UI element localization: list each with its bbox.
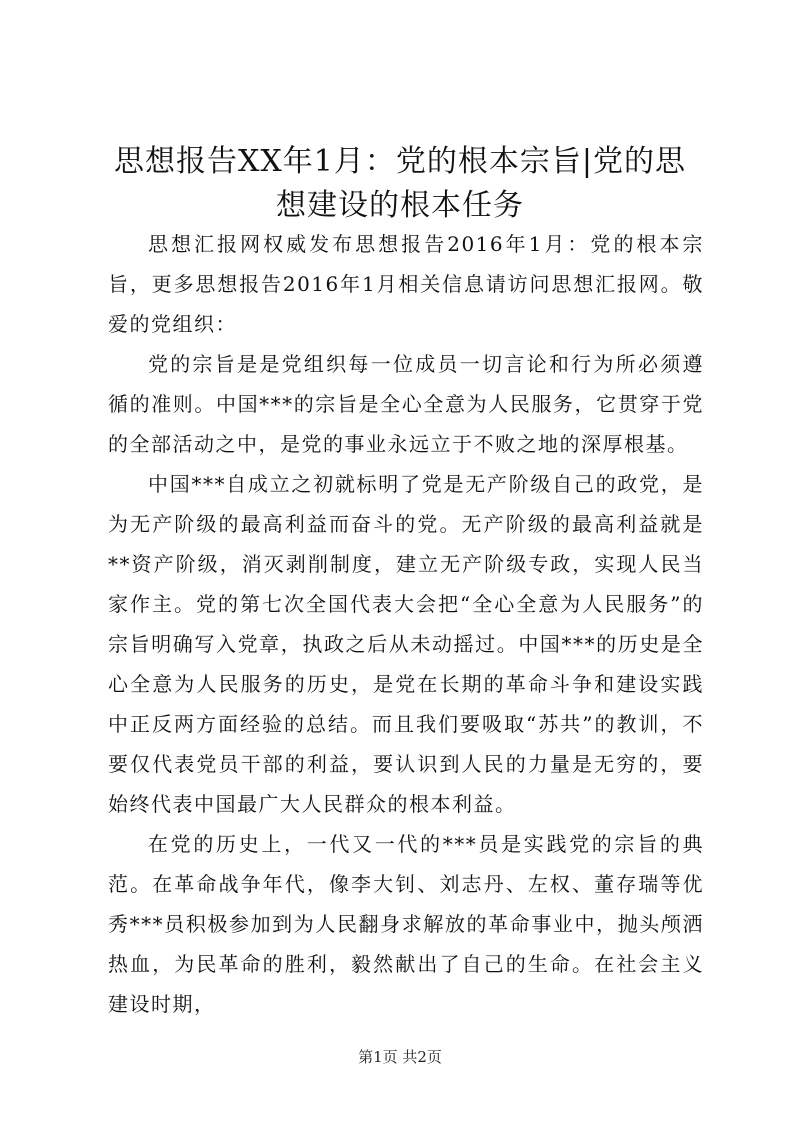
paragraph-intro: 思想汇报网权威发布思想报告2016年1月：党的根本宗旨，更多思想报告2016年1月相关信息请访问思想汇报网。敬爱的党组织：	[108, 232, 704, 336]
page-footer: 第1页 共2页	[358, 1048, 442, 1066]
paragraph-party-history: 中国***自成立之初就标明了党是无产阶级自己的政党，是为无产阶级的最高利益而奋斗的党。无产阶级的最高利益就是**资产阶级，消灭剥削制度，建立无产阶级专政，实现人民当家作主。党的第七次全国代表大会把“全心全意为人民服务”的宗旨明确写入党章，执政之后从未动摇过。中国***的历史是全心全意为人民服务的历史，是党在长期的革命斗争和建设实践中正反两方面经验的总结。而且我们要吸取“苏共”的教训，不要仅代表党员干部的利益，要认识到人民的力量是无穷的，要始终代表中国最广大人民群众的根本利益。	[108, 472, 704, 816]
document-body	[108, 224, 704, 1024]
document-title: 思想报告XX年1月：党的根本宗旨|党的思想建设的根本任务	[114, 144, 686, 223]
paragraph-exemplars: 在党的历史上，一代又一代的***员是实践党的宗旨的典范。在革命战争年代，像李大钊、刘志丹、左权、董存瑞等优秀***员积极参加到为人民翻身求解放的革命事业中，抛头颅洒热血，为民革命的胜利，毅然献出了自己的生命。在社会主义建设时期，	[108, 832, 704, 1016]
paragraph-party-purpose: 党的宗旨是是党组织每一位成员一切言论和行为所必须遵循的准则。中国***的宗旨是全心全意为人民服务，它贯穿于党的全部活动之中，是党的事业永远立于不败之地的深厚根基。	[108, 352, 704, 456]
